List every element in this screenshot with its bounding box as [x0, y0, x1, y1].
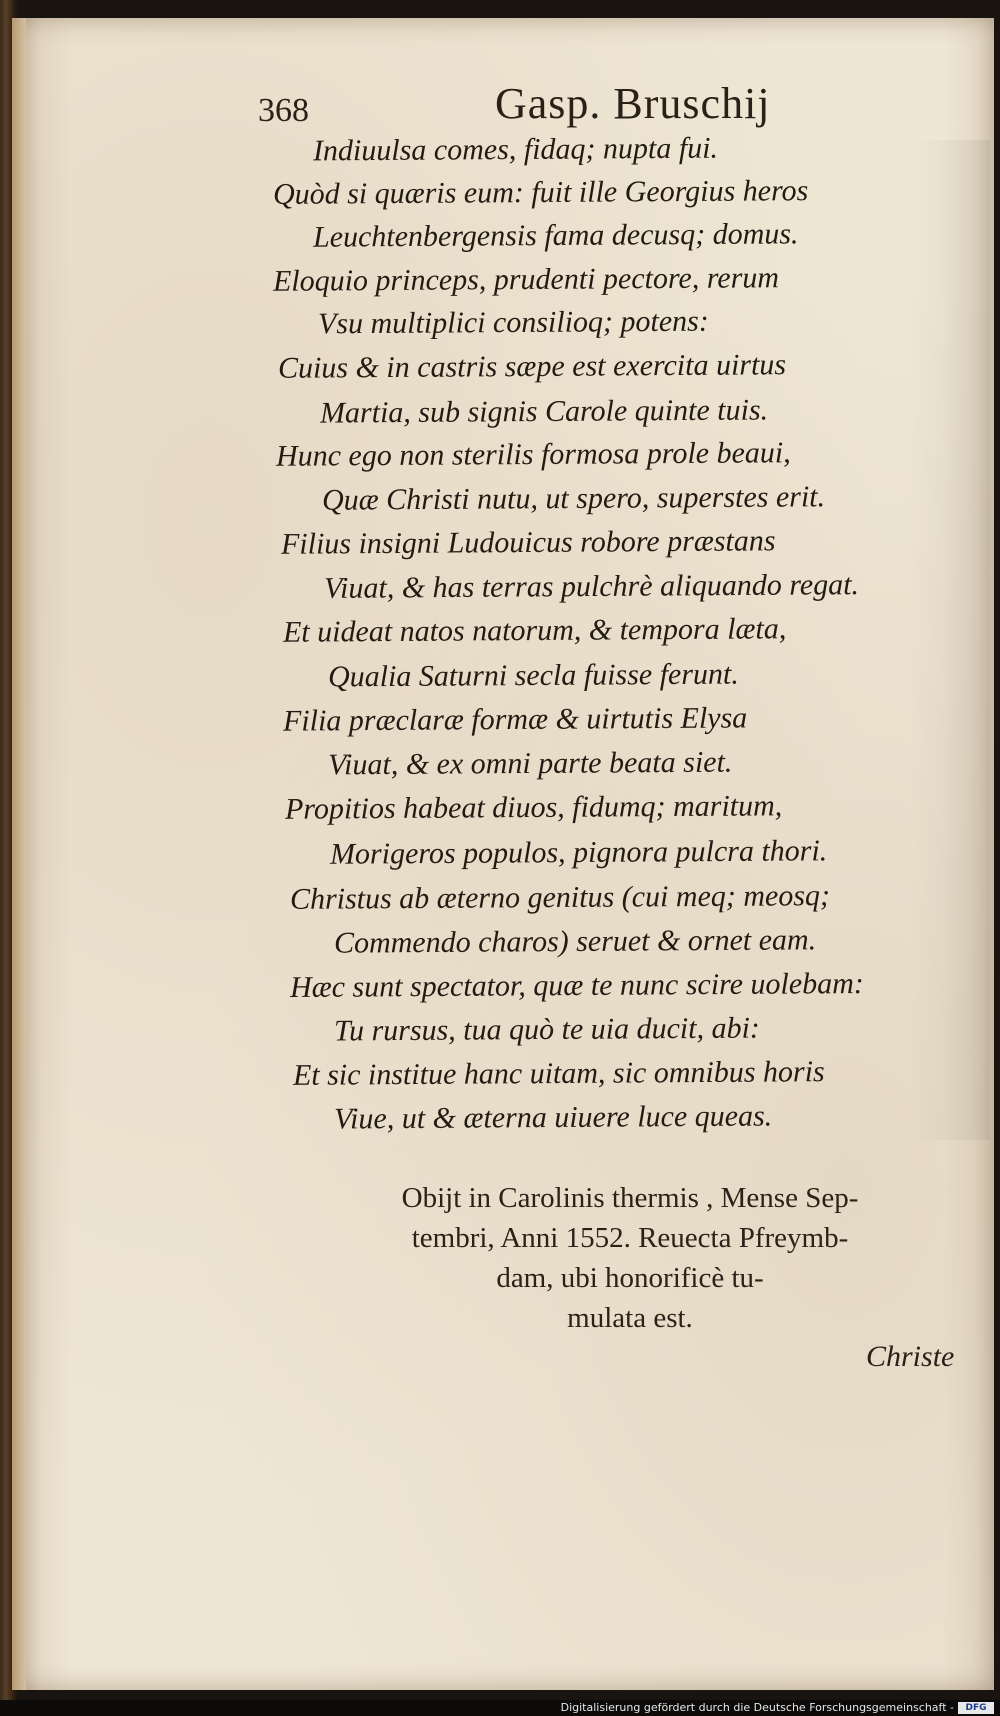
poem-line: Hunc ego non sterilis formosa prole beaui, — [275, 436, 791, 473]
poem-line: Vsu multiplici consilioq; potens: — [317, 304, 709, 341]
poem-line: Et uideat natos natorum, & tempora læta, — [282, 612, 787, 649]
show-through — [910, 140, 990, 1140]
footer-credit: Digitalisierung gefördert durch die Deutsche Forschungsgemeinschaft - — [560, 1701, 954, 1714]
poem-line: Christus ab æterno genitus (cui meq; meosq; — [289, 879, 831, 916]
poem-line: Filius insigni Ludouicus robore præstans — [280, 524, 776, 561]
poem-line: Tu rursus, tua quò te uia ducit, abi: — [333, 1011, 760, 1048]
poem-line: Leuchtenbergensis fama decusq; domus. — [312, 217, 799, 254]
epitaph-line: tembri, Anni 1552. Reuecta Pfreymb- — [411, 1222, 849, 1254]
poem-line: Filia præclaræ formæ & uirtutis Elysa — [282, 701, 748, 738]
page-number: 368 — [258, 92, 309, 129]
page-edge — [12, 18, 26, 1690]
poem-line: Viuat, & has terras pulchrè aliquando regat. — [323, 568, 860, 605]
poem-line: Viue, ut & æterna uiuere luce queas. — [333, 1099, 773, 1136]
poem-line: Indiuulsa comes, fidaq; nupta fui. — [312, 131, 719, 168]
poem-line: Quòd si quæris eum: fuit ille Georgius heros — [272, 174, 809, 211]
dfg-logo: DFG — [958, 1702, 994, 1714]
epitaph-line: mulata est. — [567, 1302, 693, 1334]
poem-line: Martia, sub signis Carole quinte tuis. — [319, 393, 769, 430]
poem-line: Propitios habeat diuos, fidumq; maritum, — [284, 789, 783, 826]
poem-line: Et sic institue hanc uitam, sic omnibus horis — [292, 1055, 825, 1092]
poem-line: Morigeros populos, pignora pulcra thori. — [329, 834, 828, 871]
page-header — [0, 78, 1000, 138]
running-head: Gasp. Bruschij — [495, 79, 771, 128]
epitaph-line: dam, ubi honorificè tu- — [496, 1262, 764, 1294]
epitaph-note — [330, 1178, 930, 1338]
poem-line: Cuius & in castris sæpe est exercita uirtus — [277, 348, 787, 385]
poem-line: Commendo charos) seruet & ornet eam. — [333, 923, 817, 960]
poem-line: Viuat, & ex omni parte beata siet. — [327, 745, 733, 782]
epitaph-line: Obijt in Carolinis thermis , Mense Sep- — [401, 1182, 859, 1214]
poem-line: Eloquio princeps, prudenti pectore, rerum — [272, 261, 780, 298]
catchword: Christe — [866, 1340, 955, 1373]
poem-line: Hæc sunt spectator, quæ te nunc scire uolebam: — [289, 966, 864, 1005]
poem-line: Quæ Christi nutu, ut spero, superstes erit. — [321, 480, 826, 517]
poem-line: Qualia Saturni secla fuisse ferunt. — [327, 657, 739, 694]
